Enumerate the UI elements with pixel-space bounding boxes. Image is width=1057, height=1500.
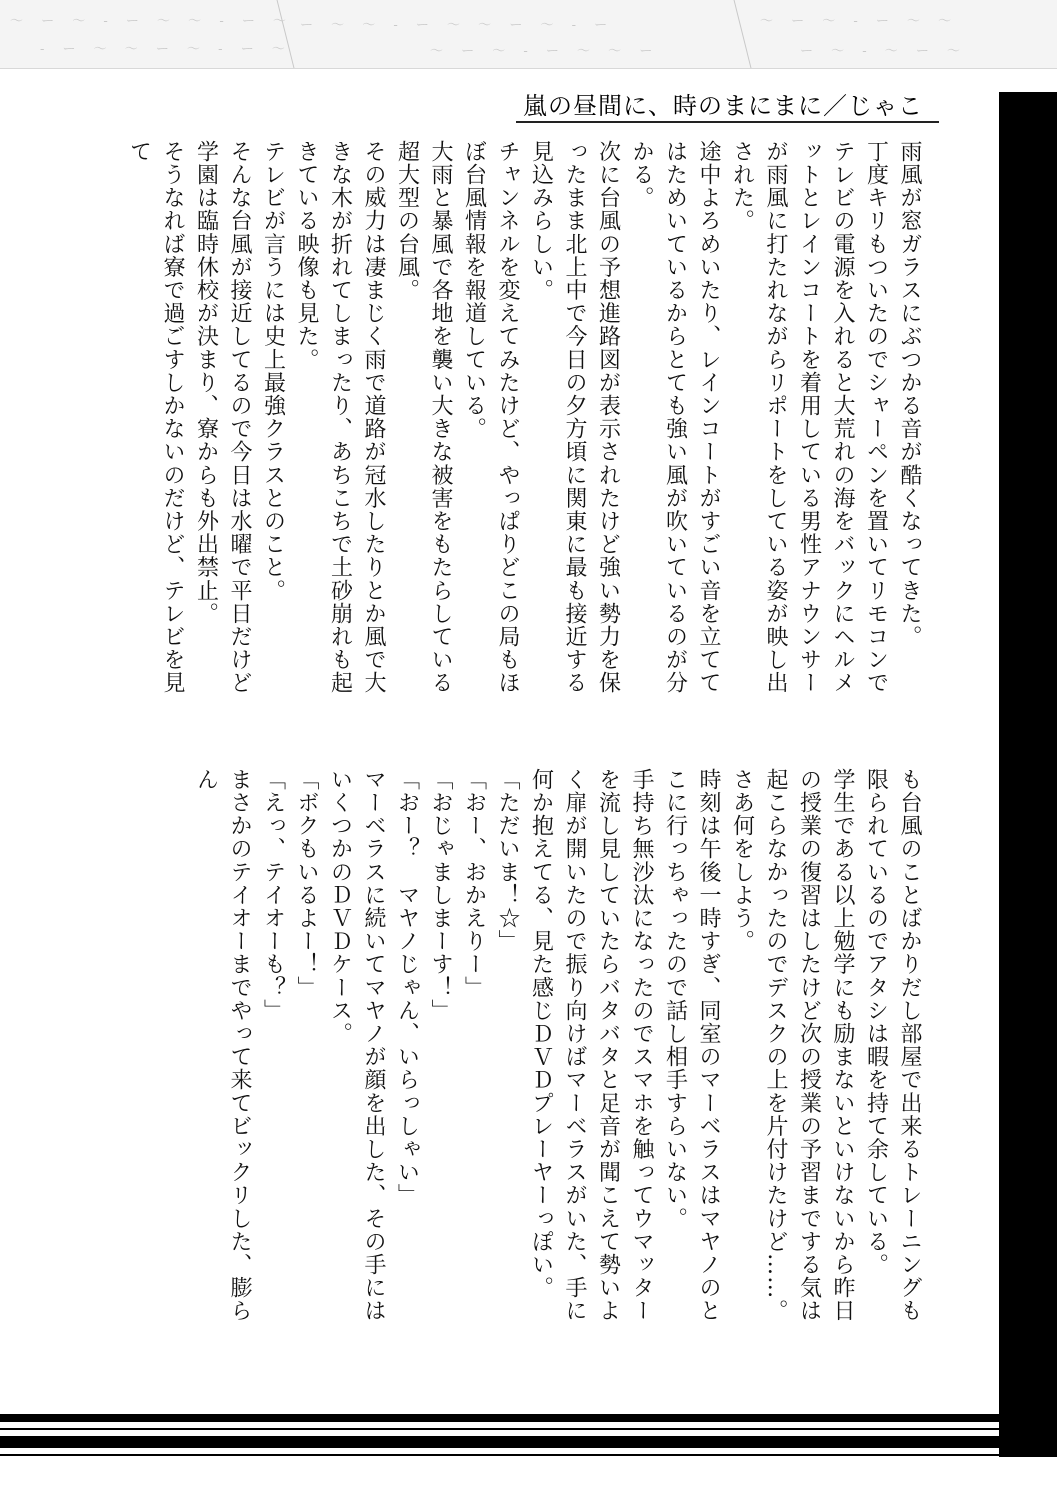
decorative-scribble: ～ ー 〜 ‐ ー ～ 〜 bbox=[760, 14, 959, 29]
band-divider bbox=[734, 0, 752, 68]
paragraph: そんな台風が接近してるので今日は水曜で平日だけど学園は臨時休校が決まり、寮からも外出禁止。 bbox=[193, 140, 252, 695]
header-rule bbox=[516, 121, 939, 123]
footer-rule bbox=[0, 1454, 1000, 1456]
paragraph: 学生である以上勉学にも励まないといけないから昨日の授業の復習はしたけど次の授業の予習までする気は起こらなかったのでデスクの上を片付けたけど……。 bbox=[763, 768, 855, 1323]
paragraph: 途中よろめいたり、レインコートがすごい音を立ててはためいているからとても強い風が吹いているのが分かる。 bbox=[629, 140, 721, 695]
text-block-top bbox=[126, 140, 926, 700]
paragraph: 雨風が窓ガラスにぶつかる音が酷くなってきた。 bbox=[897, 140, 922, 649]
paragraph: 次に台風の予想進路図が表示されたけど強い勢力を保ったまま北上中で今日の夕方頃に関東に最も接近する見込みらしい。 bbox=[528, 140, 621, 695]
footer-rule bbox=[0, 1428, 1000, 1430]
decorative-scribble: 〜 ー ～ ‐ ー 〜 ～ ー bbox=[430, 44, 660, 59]
paragraph: 「おー、おかえりー」 bbox=[461, 768, 487, 999]
paragraph: 「おじゃましまーす！」 bbox=[428, 768, 453, 1023]
decorative-scribble: 〜 ー ～ ‐ ー 〜 ～ ‐ ー ～ bbox=[10, 14, 293, 29]
paragraph: 「ボクもいるよー！」 bbox=[294, 768, 319, 999]
paragraph: まさかのテイオーまでやって来てビックリした、膨らん bbox=[193, 768, 252, 1323]
footer-rule bbox=[0, 1414, 1000, 1422]
paragraph: そうなれば寮で過ごすしかないのだけど、テレビを見て bbox=[126, 140, 185, 695]
paragraph: も台風のことばかりだし部屋で出来るトレーニングも限られているのでアタシは暇を持て余している。 bbox=[863, 768, 922, 1323]
paragraph: 丁度キリもついたのでシャーペンを置いてリモコンでテレビの電源を入れると大荒れの海をバックにヘルメットとレインコートを着用している男性アナウンサーが雨風に打たれながらリポートをしている姿が映し出された。 bbox=[729, 140, 889, 695]
paragraph: 「おー？ マヤノじゃん、いらっしゃい」 bbox=[394, 768, 420, 1207]
paragraph: マーベラスに続いてマヤノが顔を出した、その手にはいくつかのＤＶＤケース。 bbox=[327, 768, 386, 1323]
right-edge-bar bbox=[999, 92, 1057, 1457]
decorative-top-band bbox=[0, 0, 1057, 69]
paragraph: 「えっ、テイオーも？」 bbox=[260, 768, 286, 1023]
paragraph: 手持ち無沙汰になったのでスマホを触ってウマッターを流し見していたらバタバタと足音が聞こえて勢いよく扉が開いたので振り向けばマーベラスがいた、手に何か抱えてる、見た感じＤＶＤプレーヤーっぽい。 bbox=[528, 768, 654, 1323]
paragraph: 「ただいま！☆」 bbox=[495, 768, 520, 953]
story-title: 嵐の昼間に、時のまにまに／じゃこ bbox=[523, 92, 923, 120]
decorative-scribble: ‐ ー ～ 〜 ー ～ ‐ ー 〜 bbox=[40, 42, 292, 57]
paragraph: チャンネルを変えてみたけど、やっぱりどこの局もほぼ台風情報を報道している。 bbox=[461, 140, 520, 695]
paragraph: テレビが言うには史上最強クラスとのこと。 bbox=[260, 140, 286, 602]
decorative-scribble: ー ～ ‐ 〜 ー ～ bbox=[800, 44, 968, 59]
paragraph: 時刻は午後一時すぎ、同室のマーベラスはマヤノのとこに行っちゃったので話し相手すらいない。 bbox=[662, 768, 721, 1323]
paragraph: その威力は凄まじく雨で道路が冠水したりとか風で大きな木が折れてしまったり、あちこちで土砂崩れも起きている映像も見た。 bbox=[294, 140, 386, 695]
footer-rule bbox=[0, 1436, 1000, 1448]
decorative-scribble: ー ～ 〜 ‐ ー ～ 〜 ー ～ ‐ ー bbox=[300, 18, 615, 33]
text-block-bottom bbox=[140, 768, 926, 1343]
paragraph: 大雨と暴風で各地を襲い大きな被害をもたらしている超大型の台風。 bbox=[394, 140, 453, 695]
paragraph: さあ何をしよう。 bbox=[729, 768, 755, 953]
